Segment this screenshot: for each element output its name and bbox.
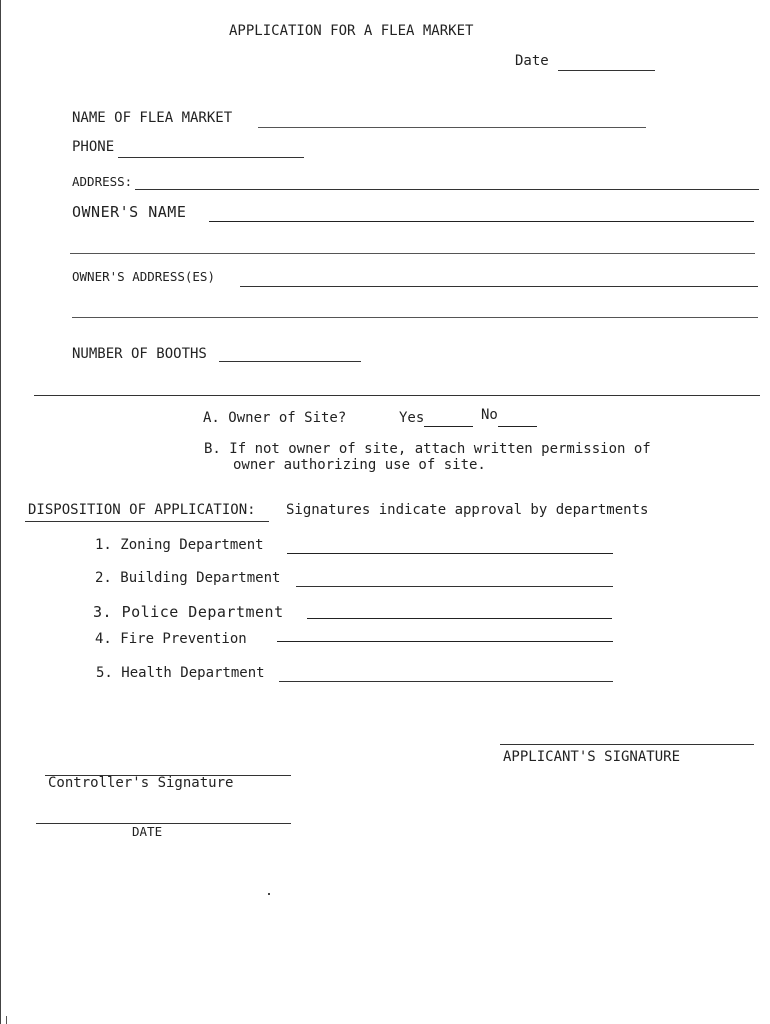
date-field[interactable] [558,70,655,71]
department-police-signature-field[interactable] [307,618,612,619]
flea-market-name-field[interactable] [258,127,646,128]
department-police-label: 3. Police Department [93,603,284,621]
department-zoning-signature-field[interactable] [287,553,613,554]
yes-field[interactable] [424,426,473,427]
owner-of-site-question: A. Owner of Site? [203,410,347,426]
booths-field[interactable] [219,361,361,362]
form-title: APPLICATION FOR A FLEA MARKET [229,23,474,39]
disposition-heading: DISPOSITION OF APPLICATION: [28,502,256,518]
applicant-signature-label: APPLICANT'S SIGNATURE [503,749,681,765]
date-label: Date [515,53,549,69]
department-building-label: 2. Building Department [95,570,281,586]
no-label: No [481,407,498,423]
department-zoning-label: 1. Zoning Department [95,537,264,553]
department-health-signature-field[interactable] [279,681,613,682]
booths-label: NUMBER OF BOOTHS [72,346,207,362]
disposition-subtext: Signatures indicate approval by departments [286,502,649,518]
written-permission-note-line-2: owner authorizing use of site. [233,457,486,473]
owner-name-label: OWNER'S NAME [72,203,187,221]
controller-signature-label: Controller's Signature [48,775,234,791]
written-permission-note-line-1: B. If not owner of site, attach written permission of [204,441,651,457]
page-left-edge [0,0,1,1024]
owner-name-field-line-2[interactable] [70,253,755,254]
owner-address-field-line-2[interactable] [72,317,758,318]
owner-name-field[interactable] [209,221,754,222]
address-label: ADDRESS: [72,174,133,189]
department-fire-label: 4. Fire Prevention [95,631,247,647]
phone-label: PHONE [72,139,115,155]
address-field[interactable] [135,189,759,190]
corner-tick-mark [6,1016,7,1024]
yes-label: Yes [399,410,425,426]
owner-address-field[interactable] [240,286,758,287]
phone-field[interactable] [118,157,304,158]
department-fire-signature-field[interactable] [277,641,613,642]
signature-date-label: DATE [132,824,163,839]
flea-market-name-label: NAME OF FLEA MARKET [72,110,233,126]
signature-date-field[interactable] [36,823,291,824]
owner-address-label: OWNER'S ADDRESS(ES) [72,269,215,284]
section-divider [34,395,760,396]
stray-dot [268,893,270,895]
applicant-signature-field[interactable] [500,744,754,745]
no-field[interactable] [498,426,537,427]
department-health-label: 5. Health Department [96,665,265,681]
disposition-heading-underline [25,521,269,522]
department-building-signature-field[interactable] [296,586,613,587]
